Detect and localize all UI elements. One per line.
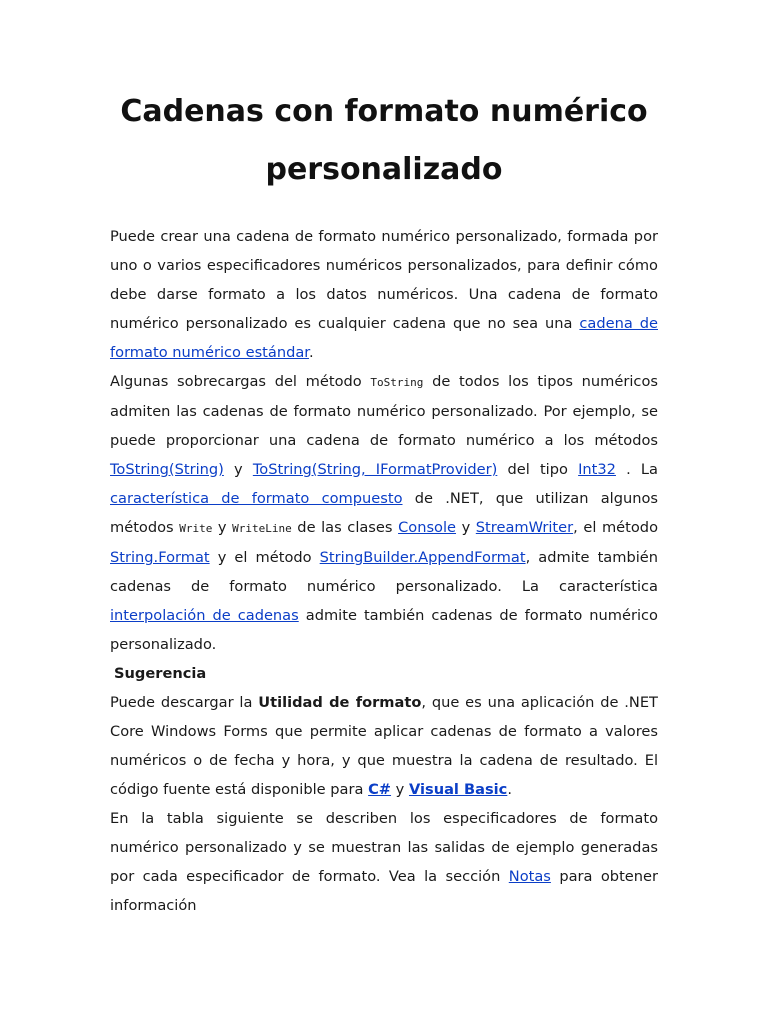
text-run: Puede crear una cadena de formato numérico personalizado, formada por uno o varios especificadores numéricos personalizados, para definir cómo debe darse formato a los datos numéricos. Una cadena de formato numérico personalizado es cualquier cadena que no sea una xyxy=(110,228,658,332)
paragraph-intro xyxy=(110,222,658,367)
bold-formatting-utility: Utilidad de formato xyxy=(258,694,422,711)
text-run: de todos los tipos numéricos admiten las cadenas de formato numérico personalizado. Por ejemplo, se puede proporcionar una cadena de formato numérico a los métodos xyxy=(110,373,658,449)
paragraph-tip xyxy=(110,688,658,804)
link-console[interactable]: Console xyxy=(398,519,457,536)
text-run: y xyxy=(456,519,476,536)
text-run: , el método xyxy=(573,519,658,536)
text-run: de las clases xyxy=(291,519,399,536)
paragraph-overloads xyxy=(110,367,658,659)
text-run: admite también cadenas de formato numérico personalizado. xyxy=(110,607,658,653)
link-tostring-string-iformatprovider[interactable]: ToString(String, IFormatProvider) xyxy=(252,461,498,478)
text-run: y xyxy=(212,519,233,536)
text-run: de .NET, que utilizan algunos métodos xyxy=(110,490,658,536)
paragraph-table-intro xyxy=(110,804,658,920)
document-body xyxy=(110,222,658,920)
text-run: . xyxy=(308,344,314,361)
code-tostring: ToString xyxy=(370,376,424,389)
link-tostring-string[interactable]: ToString(String) xyxy=(110,461,224,478)
text-run: y xyxy=(391,781,409,798)
text-run: y el método xyxy=(209,549,320,566)
text-run: , que es una aplicación de .NET Core Windows Forms que permite aplicar cadenas de formato a valores numéricos o de fecha y hora, y que muestra la cadena de resultado. El código fuente está disponible para xyxy=(110,694,658,798)
link-composite-formatting[interactable]: característica de formato compuesto xyxy=(110,490,403,507)
page-title: Cadenas con formato numérico personalizado xyxy=(120,94,648,187)
code-writeline: WriteLine xyxy=(232,522,292,535)
text-run: , admite también cadenas de formato numérico personalizado. La característica xyxy=(110,549,658,595)
text-run: Puede descargar la xyxy=(110,694,259,711)
text-run: para obtener información xyxy=(110,868,658,914)
text-run: Algunas sobrecargas del método xyxy=(110,373,371,390)
link-string-interpolation[interactable]: interpolación de cadenas xyxy=(110,607,299,624)
text-run: . xyxy=(507,781,512,798)
link-string-format[interactable]: String.Format xyxy=(110,549,210,566)
text-run: . La xyxy=(615,461,658,478)
link-standard-numeric-format[interactable]: cadena de formato numérico estándar xyxy=(110,315,658,361)
link-visual-basic[interactable]: Visual Basic xyxy=(408,781,508,798)
link-csharp[interactable]: C# xyxy=(368,781,392,798)
link-streamwriter[interactable]: StreamWriter xyxy=(475,519,574,536)
link-notas[interactable]: Notas xyxy=(508,868,551,885)
tip-heading: Sugerencia xyxy=(114,665,207,682)
text-run: del tipo xyxy=(497,461,579,478)
link-stringbuilder-appendformat[interactable]: StringBuilder.AppendFormat xyxy=(319,549,526,566)
text-run: y xyxy=(223,461,253,478)
text-run: En la tabla siguiente se describen los especificadores de formato numérico personalizado y se muestran las salidas de ejemplo generadas por cada especificador de formato. Vea la sección xyxy=(110,810,658,885)
code-write: Write xyxy=(179,522,213,535)
link-int32[interactable]: Int32 xyxy=(578,461,616,478)
